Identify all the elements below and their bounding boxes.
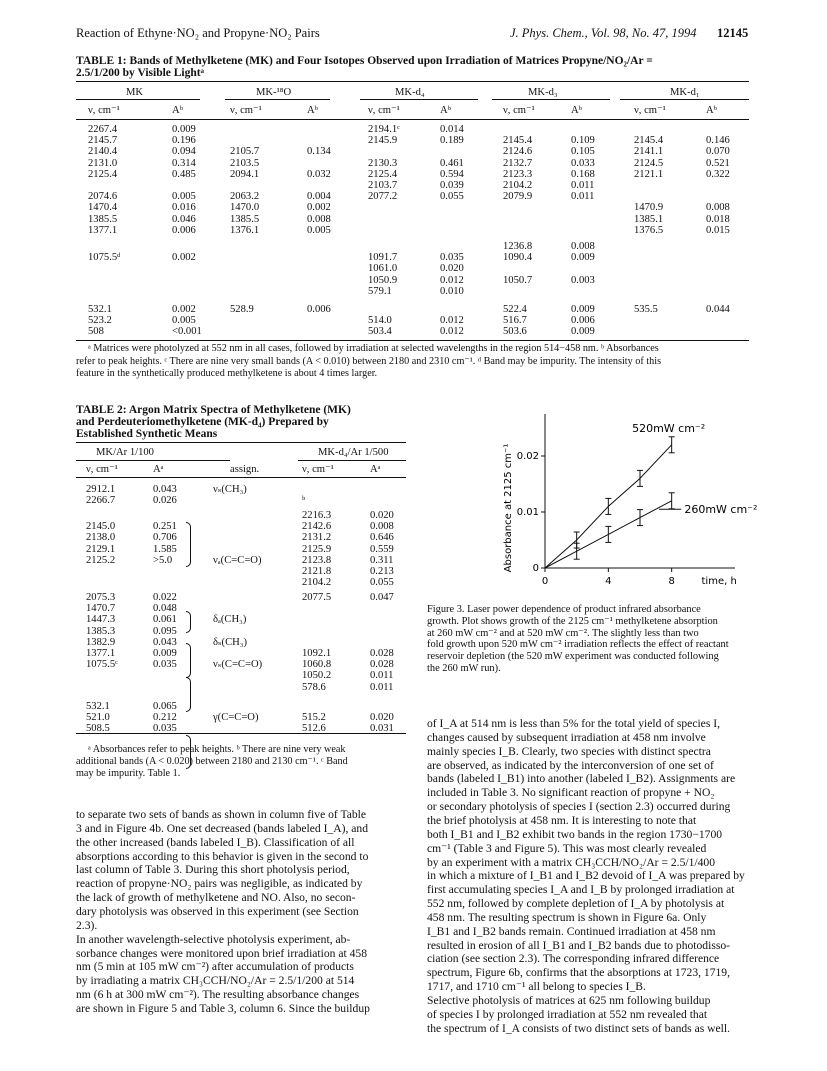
table1-cell: 1470.0 xyxy=(230,202,260,214)
journal-citation: J. Phys. Chem., Vol. 98, No. 47, 1994 xyxy=(510,26,697,40)
table2-cell: 1447.3 xyxy=(86,614,116,626)
table2-cell: 578.6 xyxy=(302,681,326,693)
table1-cell: 0.322 xyxy=(706,168,730,180)
table2-cell: 0.022 xyxy=(153,592,177,603)
left-text-line: reaction of propyne·NO₂ pairs was negligible, as indicated by xyxy=(76,877,363,891)
table1-cell: <0.001 xyxy=(172,326,202,338)
table2-group-mk: MK/Ar 1/100 xyxy=(96,447,154,458)
right-text-line: of species I by prolonged irradiation at 552 nm revealed that xyxy=(427,1007,708,1021)
table1-cell: 0.039 xyxy=(440,180,464,191)
table1-cell: 0.020 xyxy=(440,263,464,275)
table2-cell: 2123.8 xyxy=(302,554,332,566)
brace-nu-s-cco xyxy=(186,677,191,712)
table1-cell: 503.6 xyxy=(503,326,527,338)
table1-bottom-rule xyxy=(76,340,749,341)
table1-header-rule xyxy=(76,119,749,120)
table2-cell: 2216.3 xyxy=(302,510,332,521)
table1-footnote-line: ᵃ Matrices were photolyzed at 552 nm in all cases, followed by irradiation at selected wavelengths in the region 514−458 nm. ᵇ Absorbances xyxy=(88,343,659,354)
table1-cell: 1075.5ᵈ xyxy=(88,252,121,264)
table2-cell: 508.5 xyxy=(86,723,110,735)
table2-cell: 1.585 xyxy=(153,543,177,555)
table1-cell: 0.010 xyxy=(440,285,464,297)
table2-cell: 0.028 xyxy=(370,659,394,671)
table2-cell: 0.646 xyxy=(370,532,394,544)
table1-title-line2: 2.5/1/200 by Visible Lightᵃ xyxy=(76,67,204,79)
table2-cell: 1075.5ᶜ xyxy=(86,659,118,671)
table1-group-underline xyxy=(360,99,478,100)
table1-cell: 532.1 xyxy=(88,304,112,315)
table2-cell: 0.031 xyxy=(370,723,394,735)
table2-cell: 0.559 xyxy=(370,543,394,555)
table1-cell: 2094.1 xyxy=(230,168,260,180)
table1-cell: 0.314 xyxy=(172,157,196,169)
table2-cell: 1377.1 xyxy=(86,648,116,659)
table1-group-4: MK-d₁ xyxy=(670,87,700,98)
table2-cell: 2075.3 xyxy=(86,592,116,603)
x-tick-label: 0 xyxy=(541,576,549,587)
table2-cell: 515.2 xyxy=(302,712,326,724)
table1-cell: 1385.1 xyxy=(634,213,664,225)
table2-cell: 0.011 xyxy=(370,670,394,682)
table1-cell: 1470.9 xyxy=(634,202,664,214)
right-text-line: mainly species I_B. Clearly, two species with distinct spectra xyxy=(427,744,711,758)
table1-cell: 0.011 xyxy=(571,180,595,191)
table1-cell: 0.046 xyxy=(172,213,196,225)
table2-cell: 2142.6 xyxy=(302,521,332,533)
table1-cell: 1091.7 xyxy=(368,252,398,264)
table1-cell: 1385.5 xyxy=(230,213,260,225)
table1-cell: 2131.0 xyxy=(88,157,118,169)
table2-cell: νₐ(C=C=O) xyxy=(213,554,262,566)
table1-group-0: MK xyxy=(126,87,144,98)
right-text-line: 458 nm. The resulting spectrum is shown in Figure 6a. Only xyxy=(427,910,707,924)
table1-cell: 516.7 xyxy=(503,315,527,327)
table1-group-underline xyxy=(620,99,749,100)
right-text-line: resulted in erosion of all I_B1 and I_B2 bands due to photodisso- xyxy=(427,938,731,952)
label-260: 260mW cm⁻² xyxy=(684,503,758,517)
table2-cell: ᵇ xyxy=(302,495,306,507)
left-text-line: by irradiating a matrix CH₃CCH/NO₂/Ar = 2.5/1/200 at 514 xyxy=(76,974,355,988)
table1-group-underline xyxy=(225,99,330,100)
table1-cell: 0.485 xyxy=(172,168,196,180)
table2-footnote-line: ᵃ Absorbances refer to peak heights. ᵇ There are nine very weak xyxy=(88,744,346,755)
table1-cell: 0.002 xyxy=(172,252,196,264)
table2-cell: νₛ(CH₃) xyxy=(213,484,247,495)
right-text-line: spectrum, Figure 6b, confirms that the absorptions at 1723, 1719, xyxy=(427,966,730,980)
right-text-line: of I_A at 514 nm is less than 5% for the total yield of species I, xyxy=(427,717,721,730)
table2-col-head: Aᵃ xyxy=(370,464,381,475)
right-text-line: 1717, and 1710 cm⁻¹ all belong to species I_B. xyxy=(427,980,646,994)
table1-col-head: Aᵇ xyxy=(706,105,717,116)
table1-col-head: ν, cm⁻¹ xyxy=(503,105,535,116)
table1-cell: 1470.4 xyxy=(88,202,118,214)
table2-cell: γ(C=C=O) xyxy=(213,712,259,724)
table1-cell: 0.033 xyxy=(571,157,595,169)
table1-cell: 0.035 xyxy=(440,252,464,264)
figure3-chart xyxy=(480,410,758,600)
table2-top-rule xyxy=(76,442,406,443)
table1-cell: 0.002 xyxy=(307,202,331,214)
table2-cell: 0.028 xyxy=(370,648,394,659)
table2-cell: νₛ(C=C=O) xyxy=(213,659,263,671)
table1-cell: 0.002 xyxy=(172,304,196,315)
figure3-caption-line: Figure 3. Laser power dependence of product infrared absorbance xyxy=(427,604,701,615)
table1-cell: 0.008 xyxy=(307,213,331,225)
table1-cell: 1377.1 xyxy=(88,224,118,236)
right-text-line: bands (labeled I_B1) into another (labeled I_B2). Assignments are xyxy=(427,772,736,786)
x-tick-label: 8 xyxy=(668,576,675,587)
y-axis-label: Absorbance at 2125 cm⁻¹ xyxy=(503,443,514,573)
right-text-line: cm⁻¹ (Table 3 and Figure 5). This was most clearly revealed xyxy=(427,841,707,855)
y-tick-label: 0 xyxy=(532,563,539,574)
table2-cell: 0.035 xyxy=(153,723,177,735)
table1-cell: 0.012 xyxy=(440,315,464,327)
table1-cell: 0.196 xyxy=(172,135,196,147)
table1-cell: 0.594 xyxy=(440,168,464,180)
table1-cell: 2140.4 xyxy=(88,146,118,158)
table1-cell: 2074.6 xyxy=(88,191,118,203)
right-text-line: Selective photolysis of matrices at 625 nm following buildup xyxy=(427,994,711,1007)
brace-delta-a xyxy=(186,611,191,633)
table1-cell: 1376.1 xyxy=(230,224,260,236)
right-text-line: by an experiment with a matrix CH₃CCH/NO₂/Ar = 2.5/1/400 xyxy=(427,855,716,869)
table2-cell: 0.048 xyxy=(153,603,177,615)
table1-col-head: Aᵇ xyxy=(440,105,451,116)
table1-cell: 1236.8 xyxy=(503,241,533,252)
table1-cell: 0.004 xyxy=(307,191,331,203)
table2-footnote-line: additional bands (A < 0.020) between 2180 and 2130 cm⁻¹. ᶜ Band xyxy=(76,756,348,767)
table2-cell: 0.043 xyxy=(153,636,177,648)
left-text-line: 2.3). xyxy=(76,918,98,932)
y-tick-label: 0.01 xyxy=(516,507,539,518)
table2-cell: 2145.0 xyxy=(86,521,116,533)
table1-cell: 2132.7 xyxy=(503,157,533,169)
table1-cell: 0.189 xyxy=(440,135,464,147)
table1-cell: 0.009 xyxy=(571,304,595,315)
table1-cell: 0.008 xyxy=(706,202,730,214)
table1-col-head: ν, cm⁻¹ xyxy=(230,105,262,116)
table1-cell: 0.009 xyxy=(571,252,595,264)
left-text-line: the other increased (bands labeled I_B). Classification of all xyxy=(76,835,355,849)
table1-cell: 1050.7 xyxy=(503,274,533,286)
table1-cell: 535.5 xyxy=(634,304,658,315)
table1-cell: 0.005 xyxy=(172,191,196,203)
table2-title-line: Established Synthetic Means xyxy=(76,428,218,440)
table2-cell: 0.008 xyxy=(370,521,394,533)
table1-cell: 2145.4 xyxy=(503,135,533,147)
table2-footnote-line: may be impurity. Table 1. xyxy=(76,768,181,779)
table1-cell: 0.012 xyxy=(440,326,464,338)
table2-group-underline xyxy=(298,460,406,461)
table1-cell: 2077.2 xyxy=(368,191,398,203)
table1-group-3: MK-d₃ xyxy=(528,87,558,98)
right-text-line: 552 nm, followed by complete depletion of I_A by photolysis at xyxy=(427,897,725,911)
right-text-line: I_B1 and I_B2 bands remain. Continued irradiation at 458 nm xyxy=(427,924,716,938)
table2-cell: 0.011 xyxy=(370,681,394,693)
table1-cell: 2124.6 xyxy=(503,146,533,158)
table1-cell: 0.011 xyxy=(571,191,595,203)
table1-cell: 2125.4 xyxy=(368,168,398,180)
table1-col-head: Aᵇ xyxy=(571,105,582,116)
table2-col-head: ν, cm⁻¹ xyxy=(86,464,118,475)
table1-cell: 1376.5 xyxy=(634,224,664,236)
table1-col-head: Aᵇ xyxy=(172,105,183,116)
y-tick-label: 0.02 xyxy=(516,451,539,462)
table1-cell: 0.070 xyxy=(706,146,730,158)
table1-cell: 2105.7 xyxy=(230,146,260,158)
table1-cell: 2267.4 xyxy=(88,124,118,135)
table1-cell: 0.012 xyxy=(440,274,464,286)
table1-cell: 0.044 xyxy=(706,304,730,315)
table1-cell: 0.094 xyxy=(172,146,196,158)
table1-cell: 0.146 xyxy=(706,135,730,147)
table2-cell: >5.0 xyxy=(153,554,173,566)
table1-cell: 2121.1 xyxy=(634,168,664,180)
table2-col-head: assign. xyxy=(230,464,260,475)
table2-cell: 1385.3 xyxy=(86,625,116,637)
table1-cell: 2145.7 xyxy=(88,135,118,147)
table1-cell: 1385.5 xyxy=(88,213,118,225)
table1-cell: 514.0 xyxy=(368,315,392,327)
left-text-line: the lack of growth of methylketene and NO. Also, no secon- xyxy=(76,891,356,905)
table1-cell: 2124.5 xyxy=(634,157,664,169)
right-text-line: ciation (see section 2.3). The corresponding infrared difference xyxy=(427,952,720,966)
table1-cell: 2103.7 xyxy=(368,180,398,191)
figure3-caption-line: reservoir depletion (the 520 mW experiment was conducted following xyxy=(427,651,719,663)
table2-cell: 521.0 xyxy=(86,712,110,724)
table2-col-head: Aᵃ xyxy=(153,464,164,475)
table1-cell: 0.016 xyxy=(172,202,196,214)
table1-cell: 2130.3 xyxy=(368,157,398,169)
table2-cell: 2125.9 xyxy=(302,543,332,555)
page-number: 12145 xyxy=(717,26,749,40)
table1-cell: 0.005 xyxy=(307,224,331,236)
brace-delta-s xyxy=(186,643,191,678)
table1-cell: 0.521 xyxy=(706,157,730,169)
left-text-line: absorptions according to this behavior is given in the second to xyxy=(76,849,369,863)
table1-cell: 0.009 xyxy=(571,326,595,338)
table2-col-head: ν, cm⁻¹ xyxy=(302,464,334,475)
right-text-line: the brief photolysis at 458 nm. It is interesting to note that xyxy=(427,813,697,827)
right-text-line: included in Table 3. No significant reaction of propyne + NO₂ xyxy=(427,786,715,800)
left-text-line: dary photolysis was observed in this experiment (see Section xyxy=(76,904,359,918)
table2-cell: 0.065 xyxy=(153,701,177,712)
table1-cell: 0.018 xyxy=(706,213,730,225)
table2-cell: 0.213 xyxy=(370,566,394,577)
right-text-line: the spectrum of I_A consists of two distinct sets of bands as well. xyxy=(427,1021,731,1035)
table1-footnote-line: refer to peak heights. ᶜ There are nine very small bands (A < 0.010) between 2180 and 2310 cm⁻¹. ᵈ Band may be impurity. The intensity of this xyxy=(76,355,662,367)
table1-cell: 2103.5 xyxy=(230,157,260,169)
table2-cell: 0.020 xyxy=(370,712,394,724)
table2-cell: 0.061 xyxy=(153,614,177,626)
left-text-line: nm (5 min at 105 mW cm⁻²) after accumulation of products xyxy=(76,960,354,974)
table2-cell: 0.212 xyxy=(153,712,177,724)
table1-cell: 0.006 xyxy=(172,224,196,236)
table2-cell: 2125.2 xyxy=(86,554,116,566)
table2-cell: 0.026 xyxy=(153,495,177,507)
table1-cell: 0.105 xyxy=(571,146,595,158)
table1-cell: 2145.9 xyxy=(368,135,398,147)
table2-cell: δₐ(CH₃) xyxy=(213,614,247,626)
figure3-caption-line: at 260 mW cm⁻² and at 520 mW cm⁻². The slightly less than two xyxy=(427,627,699,639)
table2-cell: 2912.1 xyxy=(86,484,116,495)
brace-gamma xyxy=(186,735,191,769)
table1-title-line1: TABLE 1: Bands of Methylketene (MK) and Four Isotopes Observed upon Irradiation of Matrices Propyne/NO₂/Ar = xyxy=(76,55,653,67)
table2-cell: 0.043 xyxy=(153,484,177,495)
table1-cell: 2194.1ᶜ xyxy=(368,124,400,135)
table1-cell: 2104.2 xyxy=(503,180,533,191)
table1-cell: 503.4 xyxy=(368,326,392,338)
table1-cell: 0.109 xyxy=(571,135,595,147)
table2-cell: 0.009 xyxy=(153,648,177,659)
table1-group-underline xyxy=(76,99,200,100)
x-tick-label: 4 xyxy=(605,576,612,587)
table1-group-2: MK-d₄ xyxy=(395,87,425,98)
table1-cell: 0.055 xyxy=(440,191,464,203)
table1-cell: 0.006 xyxy=(571,315,595,327)
table1-cell: 0.003 xyxy=(571,274,595,286)
table2-header-rule xyxy=(76,477,406,478)
table2-cell: 2121.8 xyxy=(302,566,332,577)
table1-cell: 1061.0 xyxy=(368,263,398,275)
left-text-line: sorbance changes were monitored upon brief irradiation at 458 xyxy=(76,946,368,960)
table1-cell: 1050.9 xyxy=(368,274,398,286)
table2-cell: 0.047 xyxy=(370,592,394,603)
figure3-caption-line: the 260 mW run). xyxy=(427,663,501,674)
table1-cell: 0.006 xyxy=(307,304,331,315)
table2-cell: 1092.1 xyxy=(302,648,332,659)
table2-cell: 1050.2 xyxy=(302,670,332,682)
table2-cell: 0.095 xyxy=(153,625,177,637)
left-text-line: to separate two sets of bands as shown in column five of Table xyxy=(76,808,367,821)
table2-cell: 0.311 xyxy=(370,554,394,566)
table2-group-mkd4: MK-d₄/Ar 1/500 xyxy=(318,447,389,458)
table2-cell: 512.6 xyxy=(302,723,326,735)
table2-group-underline xyxy=(76,460,230,461)
table1-cell: 2125.4 xyxy=(88,168,118,180)
table1-group-underline xyxy=(492,99,610,100)
table2-cell: 0.251 xyxy=(153,521,177,533)
table1-cell: 0.014 xyxy=(440,124,464,135)
table1-col-head: ν, cm⁻¹ xyxy=(88,105,120,116)
table1-cell: 523.2 xyxy=(88,315,112,327)
right-text-line: in which a mixture of I_B1 and I_B2 devoid of I_A was prepared by xyxy=(427,869,745,883)
table2-cell: 1382.9 xyxy=(86,636,116,648)
figure3-caption-line: fold growth upon 520 mW cm⁻² irradiation reflects the effect of reactant xyxy=(427,639,729,651)
left-text-line: nm (6 h at 300 mW cm⁻²). The resulting absorbance changes xyxy=(76,988,360,1002)
table1-cell: 0.015 xyxy=(706,224,730,236)
table1-footnote-line: feature in the synthetically produced methylketene is about 4 times larger. xyxy=(76,368,378,379)
table1-col-head: ν, cm⁻¹ xyxy=(634,105,666,116)
table2-title-line: TABLE 2: Argon Matrix Spectra of Methylketene (MK) xyxy=(76,404,351,416)
table1-cell: 0.032 xyxy=(307,168,331,180)
table2-cell: 0.055 xyxy=(370,577,394,589)
table1-cell: 2123.3 xyxy=(503,168,533,180)
table2-cell: 0.706 xyxy=(153,532,177,544)
table2-cell: 2077.5 xyxy=(302,592,332,603)
table1-cell: 2079.9 xyxy=(503,191,533,203)
table1-cell: 1090.4 xyxy=(503,252,533,264)
right-text-line: first accumulating species I_A and I_B by prolonged irradiation at xyxy=(427,883,735,897)
left-text-line: are shown in Figure 5 and Table 3, column 6. Since the buildup xyxy=(76,1001,370,1015)
table2-cell: 2131.2 xyxy=(302,532,332,544)
table2-cell: 2104.2 xyxy=(302,577,332,589)
table1-col-head: Aᵇ xyxy=(307,105,318,116)
table1-col-head: ν, cm⁻¹ xyxy=(368,105,400,116)
running-head: Reaction of Ethyne·NO₂ and Propyne·NO₂ Pairs xyxy=(76,26,320,40)
table2-bottom-rule xyxy=(76,733,406,734)
table1-cell: 508 xyxy=(88,326,104,338)
table1-group-1: MK-¹⁸O xyxy=(256,87,292,98)
table2-cell: 532.1 xyxy=(86,701,110,712)
right-text-line: or secondary photolysis of species I (section 2.3) occurred during xyxy=(427,800,731,814)
table1-cell: 0.168 xyxy=(571,168,595,180)
table2-title-line: and Perdeuteriomethylketene (MK-d₄) Prepared by xyxy=(76,416,329,428)
table1-cell: 2063.2 xyxy=(230,191,260,203)
table1-cell: 0.461 xyxy=(440,157,464,169)
table2-cell: 0.035 xyxy=(153,659,177,671)
right-text-line: are observed, as indicated by the interconversion of one set of xyxy=(427,758,714,772)
left-text-line: In another wavelength-selective photolysis experiment, ab- xyxy=(76,932,351,946)
x-axis-label: time, h xyxy=(701,576,737,587)
table2-cell: 2138.0 xyxy=(86,532,116,544)
right-text-line: both I_B1 and I_B2 exhibit two bands in the region 1730−1700 xyxy=(427,827,723,841)
table1-cell: 0.005 xyxy=(172,315,196,327)
label-520: 520mW cm⁻² xyxy=(632,422,706,435)
left-text-line: 3 and in Figure 4b. One set decreased (bands labeled I_A), and xyxy=(76,821,369,835)
table2-cell: 2129.1 xyxy=(86,543,116,555)
table2-cell: 1470.7 xyxy=(86,603,116,615)
left-text-line: last column of Table 3. During this short photolysis period, xyxy=(76,863,350,877)
right-text-line: changes caused by subsequent irradiation at 458 nm involve xyxy=(427,730,706,744)
table2-cell: 0.020 xyxy=(370,510,394,521)
table2-cell: 1060.8 xyxy=(302,659,332,671)
table2-cell: 2266.7 xyxy=(86,495,116,507)
table1-cell: 2145.4 xyxy=(634,135,664,147)
brace-nu-a-cco xyxy=(186,522,191,567)
table1-top-rule xyxy=(76,81,749,82)
table1-cell: 0.008 xyxy=(571,241,595,252)
table1-cell: 0.009 xyxy=(172,124,196,135)
table1-cell: 2141.1 xyxy=(634,146,664,158)
table2-cell: δₛ(CH₃) xyxy=(213,636,248,648)
table1-cell: 0.134 xyxy=(307,146,331,158)
table1-cell: 579.1 xyxy=(368,285,392,297)
table1-cell: 522.4 xyxy=(503,304,527,315)
table1-cell: 528.9 xyxy=(230,304,254,315)
figure3-caption-line: growth. Plot shows growth of the 2125 cm⁻¹ methylketene absorption xyxy=(427,615,718,627)
